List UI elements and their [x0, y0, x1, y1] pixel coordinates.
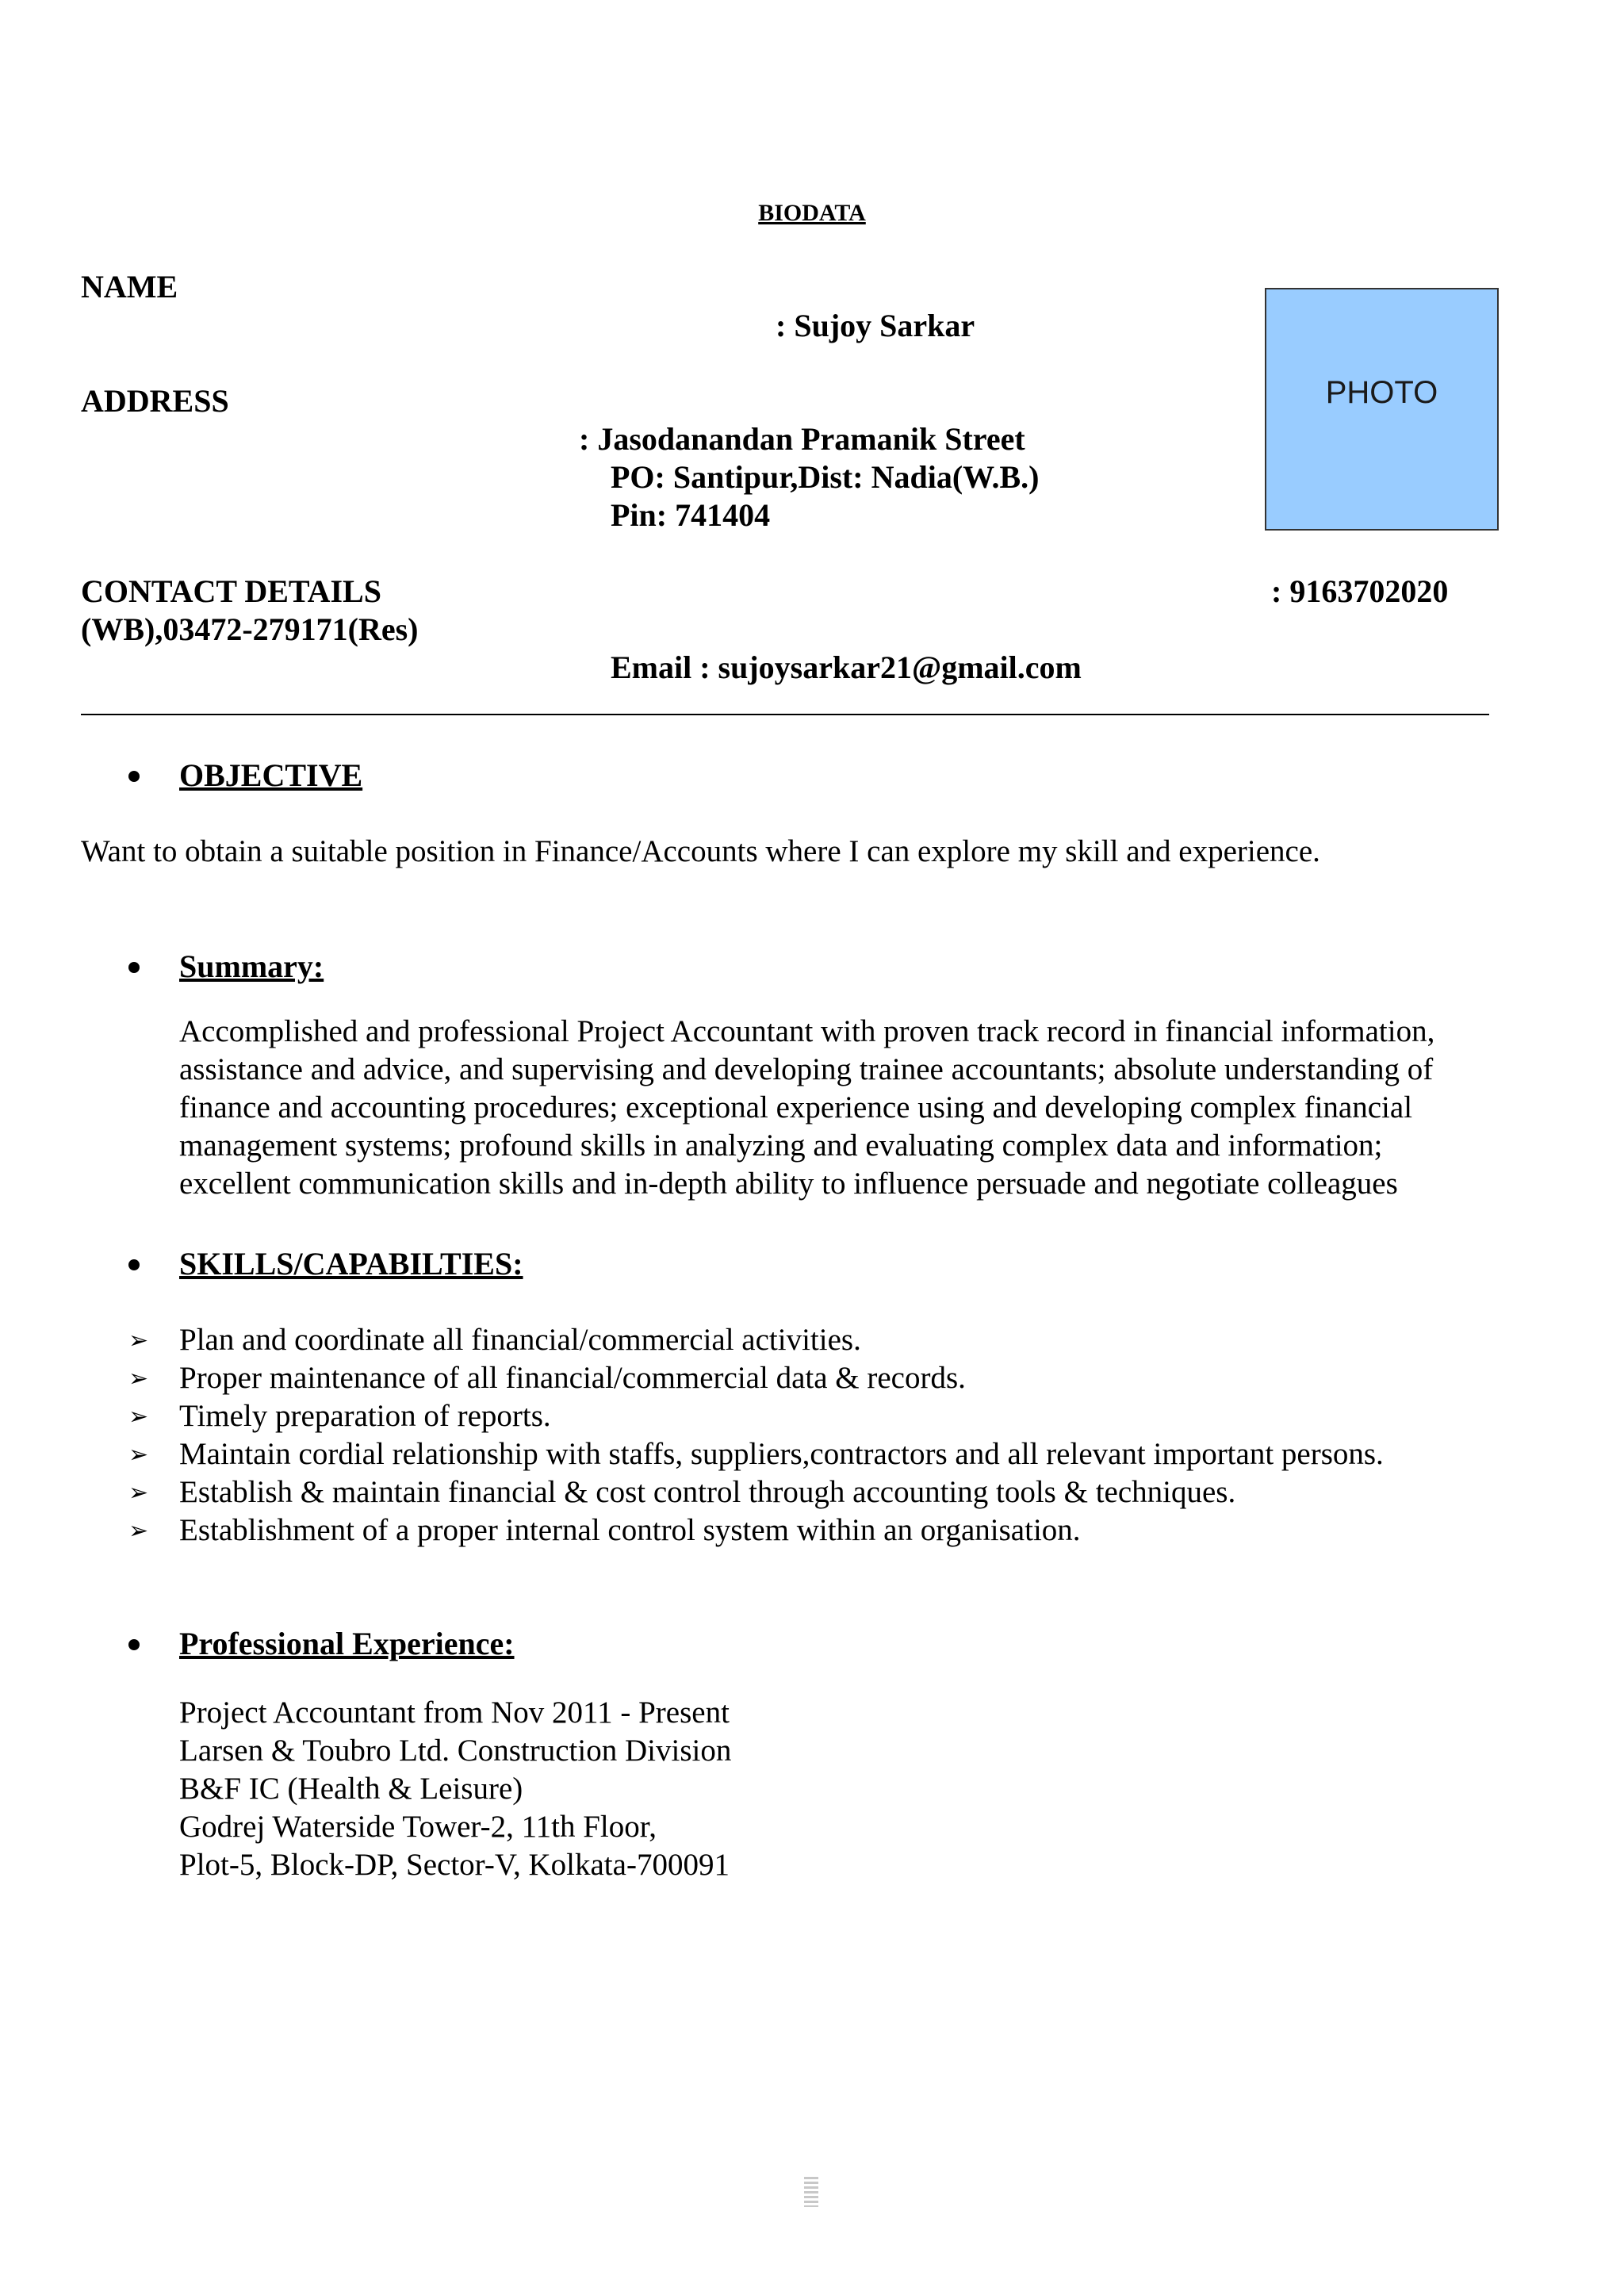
skill-item: Maintain cordial relationship with staffs, suppliers,contractors and all relevant important persons. [179, 1437, 1384, 1471]
summary-paragraph [179, 1013, 1527, 1203]
skill-item: Plan and coordinate all financial/commercial activities. [179, 1323, 861, 1357]
photo-label: PHOTO [1325, 375, 1438, 410]
summary-line: management systems; profound skills in analyzing and evaluating complex data and information; [179, 1128, 1383, 1163]
experience-heading: Professional Experience: [179, 1626, 515, 1661]
bullet-icon [128, 1259, 140, 1270]
name-value: : Sujoy Sarkar [776, 308, 975, 343]
photo-placeholder [1265, 288, 1499, 531]
skill-item: Proper maintenance of all financial/commercial data & records. [179, 1361, 966, 1395]
objective-heading: OBJECTIVE [179, 757, 363, 793]
experience-line: Project Accountant from Nov 2011 - Present [179, 1695, 730, 1730]
contact-phone-continued: (WB),03472-279171(Res) [81, 611, 419, 647]
name-label: NAME [81, 269, 178, 305]
arrow-bullet-icon: ➢ [128, 1517, 149, 1545]
summary-line: finance and accounting procedures; exceptional experience using and developing complex financial [179, 1090, 1413, 1125]
skill-item: Timely preparation of reports. [179, 1399, 551, 1433]
arrow-bullet-icon: ➢ [128, 1403, 149, 1431]
document-title: BIODATA [758, 200, 866, 226]
experience-block [179, 1694, 731, 1884]
address-line-3: Pin: 741404 [611, 497, 771, 533]
contact-phone: : 9163702020 [1271, 573, 1449, 609]
arrow-bullet-icon: ➢ [128, 1441, 149, 1469]
experience-line: Larsen & Toubro Ltd. Construction Division [179, 1734, 732, 1768]
arrow-bullet-icon: ➢ [128, 1479, 149, 1507]
experience-line: B&F IC (Health & Leisure) [179, 1772, 523, 1806]
summary-heading: Summary: [179, 948, 324, 984]
skill-item: Establish & maintain financial & cost control through accounting tools & techniques. [179, 1475, 1236, 1509]
contact-email: Email : sujoysarkar21@gmail.com [611, 649, 1082, 685]
arrow-bullet-icon: ➢ [128, 1365, 149, 1393]
contact-label: CONTACT DETAILS [81, 573, 381, 609]
page-footer-mark [804, 2177, 818, 2207]
address-line-1: : Jasodanandan Pramanik Street [579, 421, 1025, 457]
horizontal-rule [81, 714, 1489, 715]
experience-line: Plot-5, Block-DP, Sector-V, Kolkata-700091 [179, 1848, 730, 1882]
summary-line: excellent communication skills and in-depth ability to influence persuade and negotiate colleagues [179, 1167, 1398, 1201]
experience-line: Godrej Waterside Tower-2, 11th Floor, [179, 1810, 657, 1844]
bullet-icon [128, 1639, 140, 1650]
summary-line: assistance and advice, and supervising and developing trainee accountants; absolute understanding of [179, 1052, 1434, 1086]
bullet-icon [128, 771, 140, 782]
bullet-icon [128, 962, 140, 973]
skill-item: Establishment of a proper internal control system within an organisation. [179, 1513, 1081, 1547]
arrow-bullet-icon: ➢ [128, 1327, 149, 1354]
summary-line: Accomplished and professional Project Accountant with proven track record in financial information, [179, 1014, 1435, 1048]
address-label: ADDRESS [81, 383, 229, 419]
objective-text: Want to obtain a suitable position in Finance/Accounts where I can explore my skill and experience. [81, 834, 1320, 868]
skills-heading: SKILLS/CAPABILTIES: [179, 1246, 523, 1282]
address-line-2: PO: Santipur,Dist: Nadia(W.B.) [611, 459, 1040, 495]
